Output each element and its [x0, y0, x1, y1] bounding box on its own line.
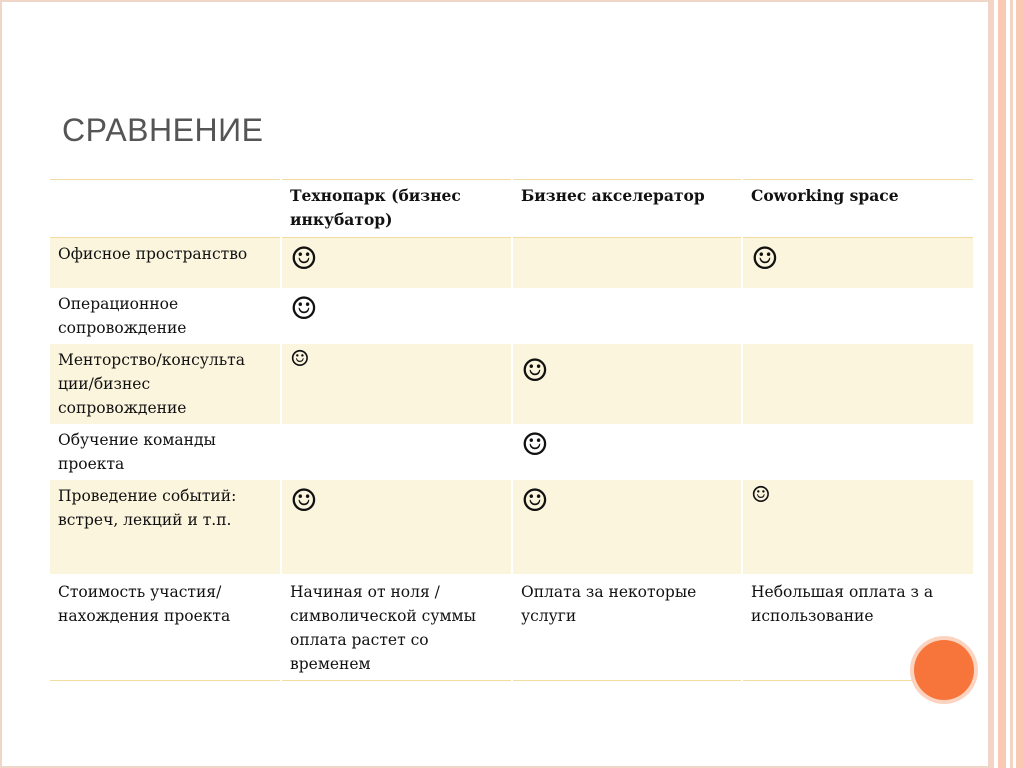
table-cell	[742, 480, 973, 574]
smiley-icon: ☺	[751, 241, 779, 277]
table-cell	[742, 288, 973, 344]
smiley-icon: ☺	[290, 346, 310, 372]
header-coworking: Coworking space	[742, 180, 973, 238]
table-cell	[512, 344, 742, 424]
table-cell	[512, 288, 742, 344]
table-cell	[281, 480, 512, 574]
table-row	[50, 574, 973, 681]
table-row	[50, 238, 973, 288]
smiley-icon: ☺	[290, 241, 318, 277]
header-technopark: Технопарк (бизнес инкубатор)	[281, 180, 512, 238]
row-label: Менторство/консульта ции/бизнес сопровождение	[50, 344, 281, 424]
table-cell	[281, 344, 512, 424]
row-label: Обучение команды проекта	[58, 430, 216, 473]
table-cell	[742, 238, 973, 288]
decorative-circle	[914, 640, 974, 700]
smiley-icon: ☺	[521, 482, 549, 519]
table-header-row	[50, 180, 973, 238]
comparison-table	[50, 179, 973, 681]
row-label: Проведение событий: встреч, лекций и т.п.	[50, 480, 281, 574]
table-cell	[281, 238, 512, 288]
table-row	[50, 288, 973, 344]
smiley-icon: ☺	[290, 290, 318, 327]
smiley-icon: ☺	[521, 426, 549, 463]
table-cell	[512, 480, 742, 574]
decorative-stripes	[990, 0, 1024, 768]
table-cell	[512, 424, 742, 480]
smiley-icon: ☺	[521, 352, 549, 389]
table-row	[50, 480, 973, 574]
table-row	[50, 424, 973, 480]
table-cell: Оплата за некоторые услуги	[512, 574, 742, 681]
row-label: Стоимость участия/нахождения проекта	[50, 574, 281, 681]
header-corner-cell	[50, 180, 281, 238]
table-cell	[281, 288, 512, 344]
smiley-icon: ☺	[751, 482, 771, 508]
smiley-icon: ☺	[290, 482, 318, 519]
table-cell: Начиная от ноля /символической суммы оплата растет со временем	[281, 574, 512, 681]
table-cell	[742, 424, 973, 480]
table-cell	[742, 344, 973, 424]
table-cell	[512, 238, 742, 288]
header-accelerator: Бизнес акселератор	[512, 180, 742, 238]
table-cell: Небольшая оплата з а использование	[742, 574, 973, 681]
row-label: Офисное пространство	[50, 238, 281, 288]
table-cell	[281, 424, 512, 480]
slide-title: СРАВНЕНИЕ	[62, 112, 264, 148]
table-row	[50, 344, 973, 424]
row-label: Операционное сопровождение	[58, 294, 187, 337]
